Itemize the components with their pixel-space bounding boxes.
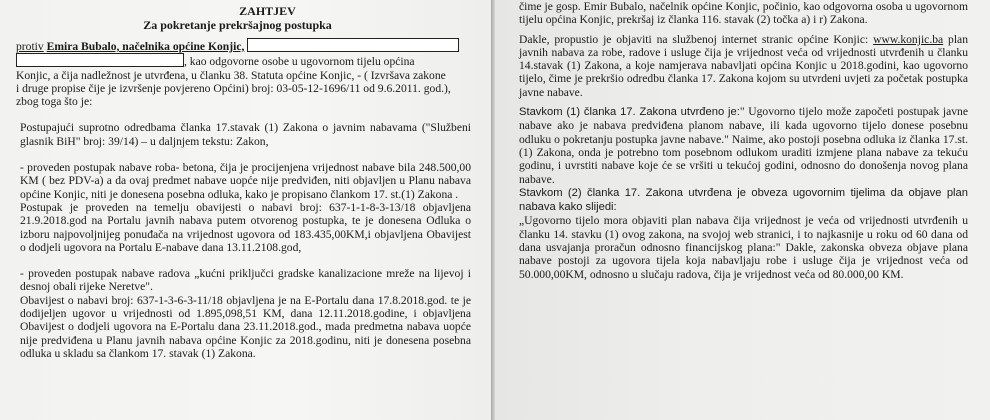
omission-paragraph [519, 33, 968, 99]
paragraph1-text: " Ugovorno tijelo može započeti postupak javne nabave ako je nabava predviđena planom nabave, ili kada ugovorno tijelo donese posebnu odluku o pokretanju postupka javne nabave." Naime, ako postoji posebna odluka iz članka 17.st. (1) Zakona, onda je potrebno tom posebnom odlukom uraditi izmjene plana nabave za tekuću godinu, i uvrstiti nabave koje će se vršiti u tekućoj godini, odnosno do donošenja novog plana nabave. [519, 105, 968, 186]
right-document-page [495, 0, 990, 420]
case2-details-paragraph: Obavijest o nabavi broj: 637-1-3-6-3-11/18 objavljena je na E-Portalu dana 17.8.2018.god. te je dodijeljen ugovor u vrijednosti od 1.895,098,51 KM, dana 12.11.2018.godine, i objavljena Obavijest o dodjeli ugovora na E-Portalu dana 23.11.2018.god., mada predmetna nabava uopće nije predviđena u Planu javnih nabava općine Konjic za 2018.godinu, niti je donesena posebna odluka u skladu sa člankom 17. stavak (1) Zakona. [20, 293, 471, 360]
omission-text-rest: plan javnih nabava za robe, radove i usluge čija je vrijednost veća od vrijednosti utvrđenih u članku 14.stavak (1) Zakona, a koje namjerava nabavlјati općina Konjic u 2018.godini, kao ugovorno tijelo, čime je prekršio odredbu članka 17. Zakona kojom su utvrdeni uvjeti za početak postupka javne nabave. [519, 32, 968, 99]
left-document-page [0, 0, 491, 420]
against-line [4, 38, 471, 53]
document-title: ZAHTJEV [239, 4, 296, 18]
paragraph1-quote [519, 105, 968, 186]
paragraph2-text: „Ugovorno tijelo mora objaviti plan nabava čija vrijednost je veća od vrijednosti utvrđenih u članku 14. stavku (1) ovog zakona, na svojoj web stranici, i to najkasnije u roku od 60 dana od dana usvajanja proračun odnosno financijskog plana:" Dakle, zakonska obveza objave plana nabave postoji za ugovora tijela koja nabavljaju robe i usluge čija je vrijednost veća od 50.000,00KM, odnosno u slučaju radova, čija je vrijednost veća od 80.000,00 KM. [519, 214, 968, 281]
case2-paragraph: - proveden postupak nabave radova „kućni priključci gradske kanalizacione mreže na lijevoj i desnoj obali rijeke Neretve". [20, 267, 471, 294]
paragraph2-lead: Stavkom (2) članka 17. Zakona utvrđena je obveza ugovornim tijelima da objave plan nabava kako slijedi: [519, 186, 968, 214]
paragraph1-lead: Stavkom (1) članka 17. Zakona utvrđeno je: [519, 106, 740, 119]
paragraph2-quote [519, 186, 968, 281]
redaction-box [16, 53, 184, 67]
statute-line-2: i druge propise čije je izvršenje povjereno Općini) broj: 03-05-12-1696/11 od 9.6.2011. god.), [16, 81, 451, 95]
accused-name: Emira Bubalo, načelnika općine Konjic, [46, 40, 245, 53]
against-prefix: protiv [16, 40, 44, 53]
accused-role-text: , kao odgovorne osobe u ugovornom tijelu općina [184, 55, 415, 69]
omission-text: Dakle, propustio je objaviti na službenoj internet stranic općine Konjic: [519, 32, 869, 46]
violation-paragraph: čime je gosp. Emir Bubalo, načelnik općine Konjic, počinio, kao odgovorna osoba u ugovornom tijelu općina Konjic, prekršaj iz članka 116. stavak (2) točka a) i r) Zakona. [519, 0, 968, 27]
redaction-box [247, 38, 459, 52]
document-subtitle: Za pokretanje prekršajnog postupka [143, 18, 332, 32]
case1-details-paragraph: Postupak je proveden na temelju obavijesti o nabavi broj: 637-1-1-8-3-13/18 objavljena 21.9.2018.god na Portalu javnih nabava putem otvorenog postupka, te je donesena Odluka o izboru najpovoljnijeg ponuđača na vrijednost ugovora od 183.435,00KM,i objavljena Obavijest o dodjeli ugovora na Portalu E-nabave dana 13.11.2108.god, [20, 200, 471, 254]
accused-role-line [4, 53, 471, 68]
reason-line: zbog toga što je: [16, 95, 93, 109]
statute-line: Konjic, a čija nadležnost je utvrđena, u članku 38. Statuta općine Konjic, - ( Izvršava zakone [16, 68, 446, 82]
website-link: www.konjic.ba [873, 32, 944, 46]
case1-paragraph: - proveden postupak nabave roba- betona, čija je procijenjena vrijednost nabave bila 248.500,00 KM ( bez PDV-a) a da ovaj predmet nabave uopće nije predviđen, niti objavljen u Planu nabava općine Konjic, niti je donesena posebna odluka, kako je propisano člankom 17. st.(1) Zakona . [20, 161, 471, 201]
intro-paragraph: Postupajući suprotno odredbama članka 17.stavak (1) Zakona o javnim nabavama ("Službeni glasnik BiH" broj: 39/14) – u daljnjem tekstu: Zakon, [20, 121, 471, 148]
